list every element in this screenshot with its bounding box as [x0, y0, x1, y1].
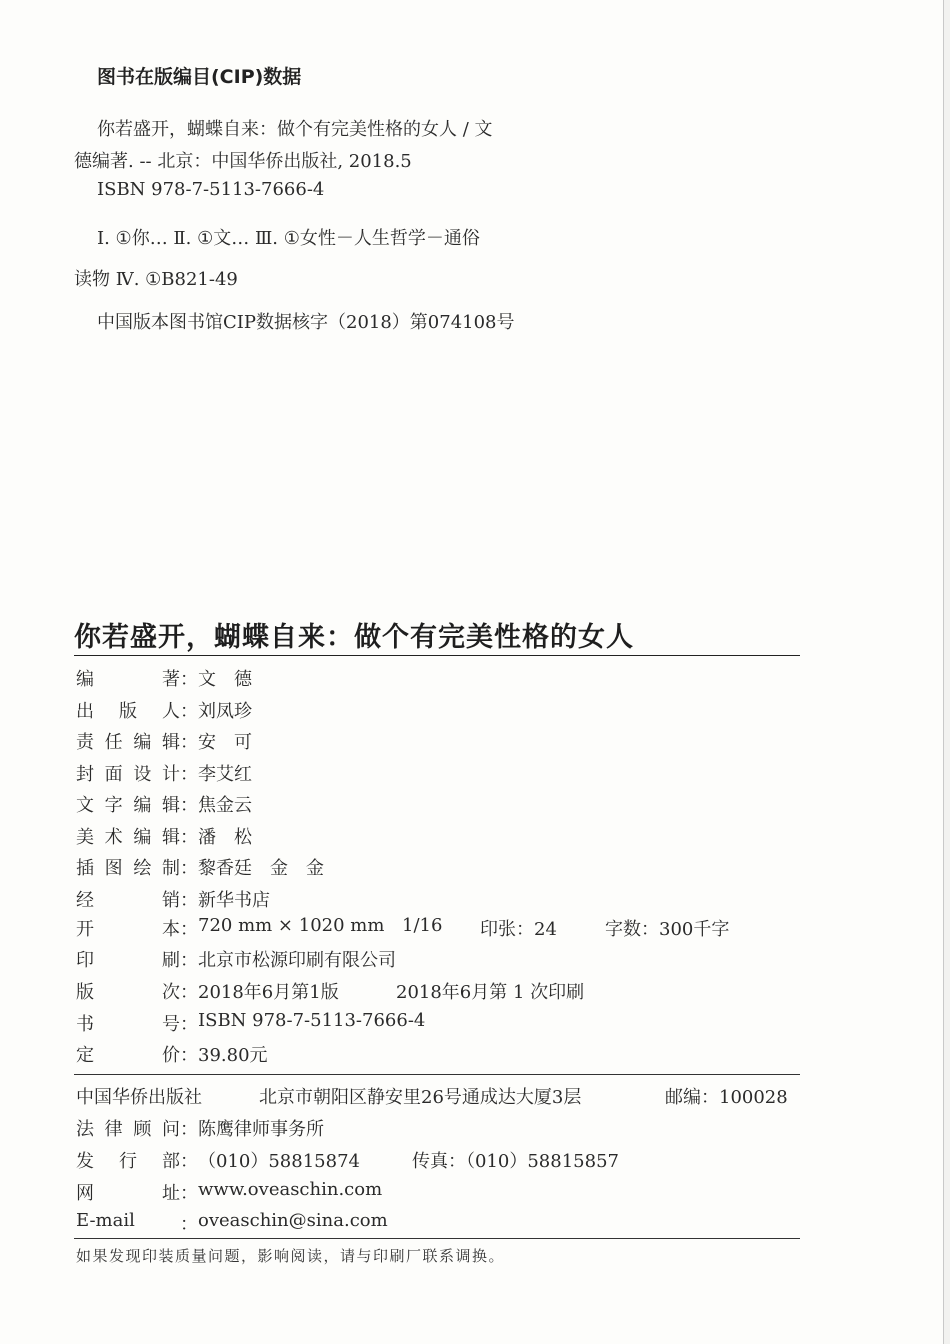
- credit-value: 新华书店: [198, 889, 270, 911]
- colon: ：: [180, 858, 198, 879]
- credit-label: 出 版 人: [76, 700, 180, 722]
- credit-label: 封面设计: [76, 763, 180, 785]
- credit-label: 责任编辑: [76, 732, 180, 753]
- book-title: 你若盛开，蝴蝶自来：做个有完美性格的女人: [74, 622, 634, 653]
- colon: ：: [180, 795, 198, 816]
- credit-value: 潘 松: [198, 826, 252, 848]
- colon: ：: [180, 1045, 198, 1066]
- credit-row: [76, 728, 252, 754]
- email-address: oveaschin@sina.com: [198, 1210, 388, 1231]
- cip-heading: 图书在版编目(CIP)数据: [97, 66, 302, 88]
- colon: ：: [180, 669, 198, 690]
- credit-row: [76, 886, 270, 912]
- legal-label: 法律顾问: [76, 1119, 180, 1140]
- publisher-postcode: 邮编：100028: [665, 1087, 788, 1108]
- colon: ：: [180, 732, 198, 753]
- legal-row: [76, 1115, 324, 1141]
- credit-label: 经 销: [76, 889, 180, 911]
- page-edge: [943, 0, 950, 1344]
- colon: ：: [180, 919, 198, 940]
- credit-row: [76, 697, 252, 723]
- colon: ：: [180, 889, 198, 911]
- cip-classification-2: 读物 Ⅳ. ①B821-49: [74, 269, 238, 290]
- dept-phone: （010）58815874: [198, 1151, 360, 1172]
- colon: ：: [180, 1014, 198, 1035]
- print-value: 北京市松源印刷有限公司: [198, 950, 396, 971]
- publisher-address: 北京市朝阳区静安里26号通成达大厦3层: [259, 1087, 582, 1108]
- credit-row: [76, 791, 252, 817]
- price-row: [76, 1041, 268, 1067]
- credit-row: [76, 665, 252, 691]
- cip-isbn: ISBN 978-7-5113-7666-4: [97, 179, 325, 200]
- title-rule: [74, 655, 800, 656]
- price-label: 定 价: [76, 1045, 180, 1066]
- credit-label: 美术编辑: [76, 826, 180, 848]
- credit-value: 文 德: [198, 669, 252, 690]
- isbn-row: [76, 1010, 425, 1036]
- dept-label: 发 行 部: [76, 1151, 180, 1172]
- email-label: E-mail: [76, 1210, 135, 1231]
- cip-classification-1: Ⅰ. ①你… Ⅱ. ①文… Ⅲ. ①女性－人生哲学－通俗: [97, 228, 480, 249]
- colon: ：: [180, 1151, 198, 1172]
- colon: ：: [180, 950, 198, 971]
- colon: ：: [180, 700, 198, 722]
- credit-value: 黎香廷 金 金: [198, 858, 324, 879]
- edition-row: [76, 978, 584, 1004]
- quality-notice: 如果发现印装质量问题，影响阅读，请与印刷厂联系调换。: [76, 1247, 506, 1265]
- edition-value-1: 2018年6月第1版: [198, 982, 339, 1003]
- web-row: [76, 1179, 382, 1205]
- notice-rule: [74, 1238, 800, 1239]
- colon: ：: [180, 826, 198, 848]
- colon: ：: [180, 1119, 198, 1140]
- colon: ：: [180, 1183, 198, 1204]
- credit-row: [76, 823, 252, 849]
- dept-row: [76, 1147, 619, 1173]
- format-sheets: 印张：24: [480, 919, 557, 940]
- edition-value-2: 2018年6月第 1 次印刷: [396, 982, 585, 1003]
- format-row: [76, 915, 729, 941]
- web-label: 网 址: [76, 1183, 180, 1204]
- isbn-value: ISBN 978-7-5113-7666-4: [198, 1010, 426, 1031]
- credit-row: [76, 760, 252, 786]
- publisher-row: [76, 1083, 788, 1109]
- colon: ：: [180, 1214, 198, 1235]
- legal-value: 陈鹰律师事务所: [198, 1119, 324, 1140]
- colon: ：: [180, 982, 198, 1003]
- credit-value: 安 可: [198, 732, 252, 753]
- credit-row: [76, 854, 324, 880]
- credit-value: 刘凤珍: [198, 700, 252, 722]
- credit-value: 焦金云: [198, 795, 252, 816]
- format-size: 720 mm × 1020 mm: [198, 915, 385, 936]
- publisher-name: 中国华侨出版社: [76, 1087, 202, 1108]
- format-fold: 1/16: [402, 915, 443, 936]
- publisher-rule: [74, 1074, 800, 1075]
- credit-value: 李艾红: [198, 763, 252, 785]
- print-row: [76, 946, 396, 972]
- email-row: [76, 1210, 388, 1236]
- format-label: 开 本: [76, 919, 180, 940]
- colon: ：: [180, 763, 198, 785]
- edition-label: 版 次: [76, 982, 180, 1003]
- credit-label: 编 著: [76, 669, 180, 690]
- cip-record-number: 中国版本图书馆CIP数据核字（2018）第074108号: [97, 312, 515, 333]
- credit-label: 文字编辑: [76, 795, 180, 816]
- credit-label: 插图绘制: [76, 858, 180, 879]
- print-label: 印 刷: [76, 950, 180, 971]
- cip-line-1: 你若盛开，蝴蝶自来：做个有完美性格的女人 / 文: [97, 119, 493, 140]
- format-words: 字数：300千字: [605, 919, 730, 940]
- cip-line-2: 德编著. -- 北京：中国华侨出版社, 2018.5: [74, 151, 412, 172]
- web-url: www.oveaschin.com: [198, 1179, 383, 1200]
- price-value: 39.80元: [198, 1045, 268, 1066]
- isbn-label: 书 号: [76, 1014, 180, 1035]
- fax-number: 传真：（010）58815857: [412, 1151, 619, 1172]
